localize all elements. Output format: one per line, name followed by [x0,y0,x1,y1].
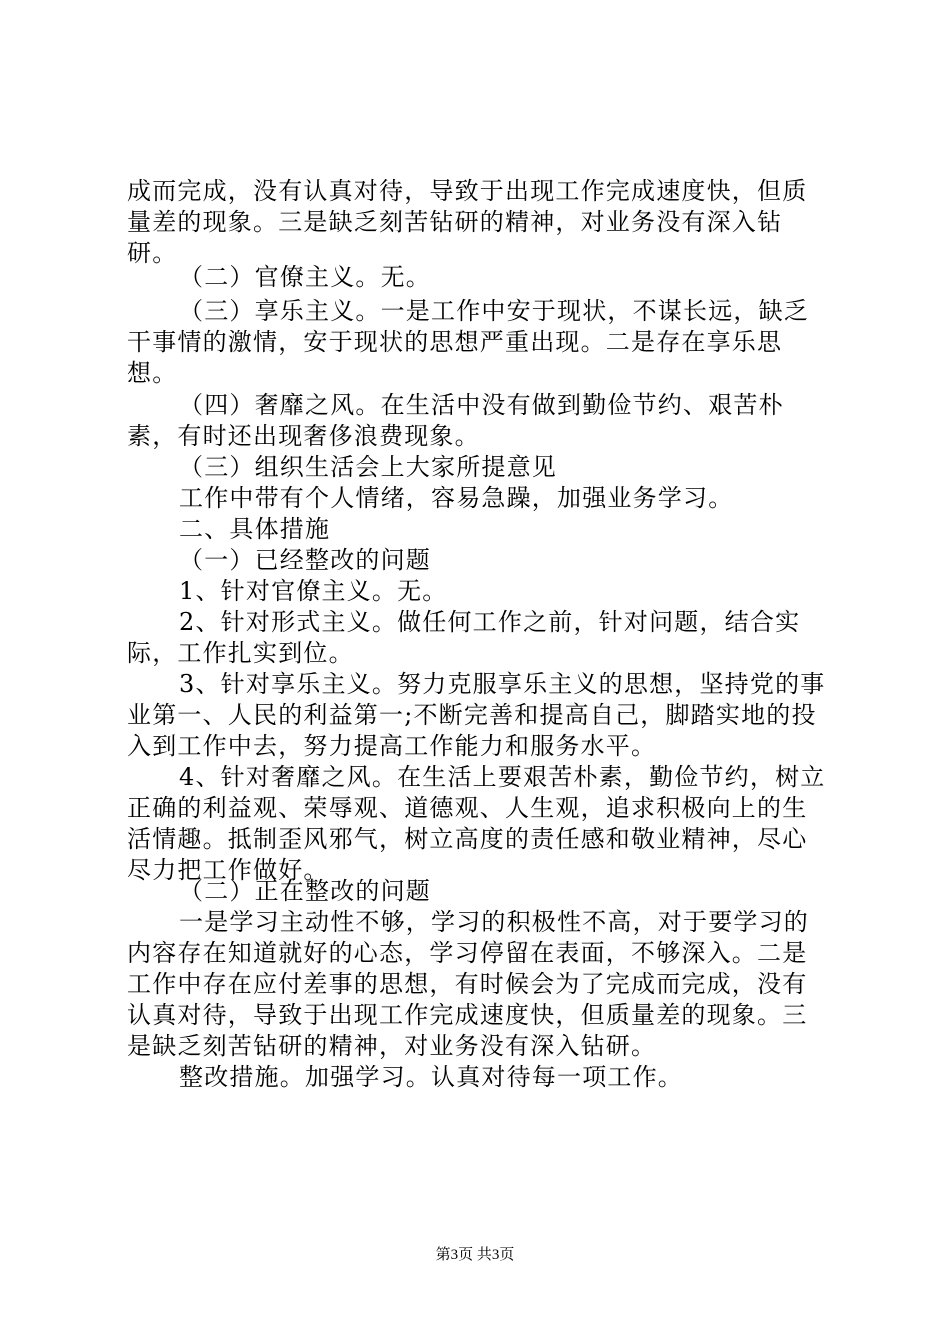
paragraph-rectifying-heading: （二）正在整改的问题 [179,877,431,905]
paragraph-rectified-heading: （一）已经整改的问题 [179,546,431,574]
paragraph-continuation: 成而完成，没有认真对待，导致于出现工作完成速度快，但质量差的现象。三是缺乏刻苦钻研的精神，对业务没有深入钻研。 [127,177,808,267]
paragraph-opinions: 工作中带有个人情绪，容易急躁，加强业务学习。 [179,484,734,512]
paragraph-measures-heading: 二、具体措施 [179,515,331,543]
paragraph-rectification-measures: 整改措施。加强学习。认真对待每一项工作。 [179,1063,683,1091]
paragraph-rectifying-detail: 一是学习主动性不够，学习的积极性不高，对于要学习的内容存在知道就好的心态，学习停留在表面，不够深入。二是工作中存在应付差事的思想，有时候会为了完成而完成，没有认真对待，导致于出现工作完成速度快，但质量差的现象。三是缺乏刻苦钻研的精神，对业务没有深入钻研。 [127,908,809,1060]
paragraph-item-3: 3、针对享乐主义。努力克服享乐主义的思想，坚持党的事业第一、人民的利益第一;不断完善和提高自己，脚踏实地的投入到工作中去，努力提高工作能力和服务水平。 [127,670,826,760]
paragraph-extravagance: （四）奢靡之风。在生活中没有做到勤俭节约、艰苦朴素，有时还出现奢侈浪费现象。 [127,391,784,450]
paragraph-item-1: 1、针对官僚主义。无。 [179,577,448,605]
page-footer: 第3页 共3页 [435,1247,515,1263]
paragraph-item-2: 2、针对形式主义。做任何工作之前，针对问题，结合实际，工作扎实到位。 [127,608,801,667]
paragraph-item-4: 4、针对奢靡之风。在生活上要艰苦朴素，勤俭节约，树立正确的利益观、荣辱观、道德观、人生观，追求积极向上的生活情趣。抵制歪风邪气，树立高度的责任感和敬业精神，尽心尽力把工作做好。 [127,763,826,884]
paragraph-bureaucratism: （二）官僚主义。无。 [179,263,431,291]
paragraph-hedonism: （三）享乐主义。一是工作中安于现状，不谋长远，缺乏干事情的激情，安于现状的思想严重出现。二是存在享乐思想。 [127,297,809,387]
paragraph-org-opinions-heading: （三）组织生活会上大家所提意见 [179,453,557,481]
